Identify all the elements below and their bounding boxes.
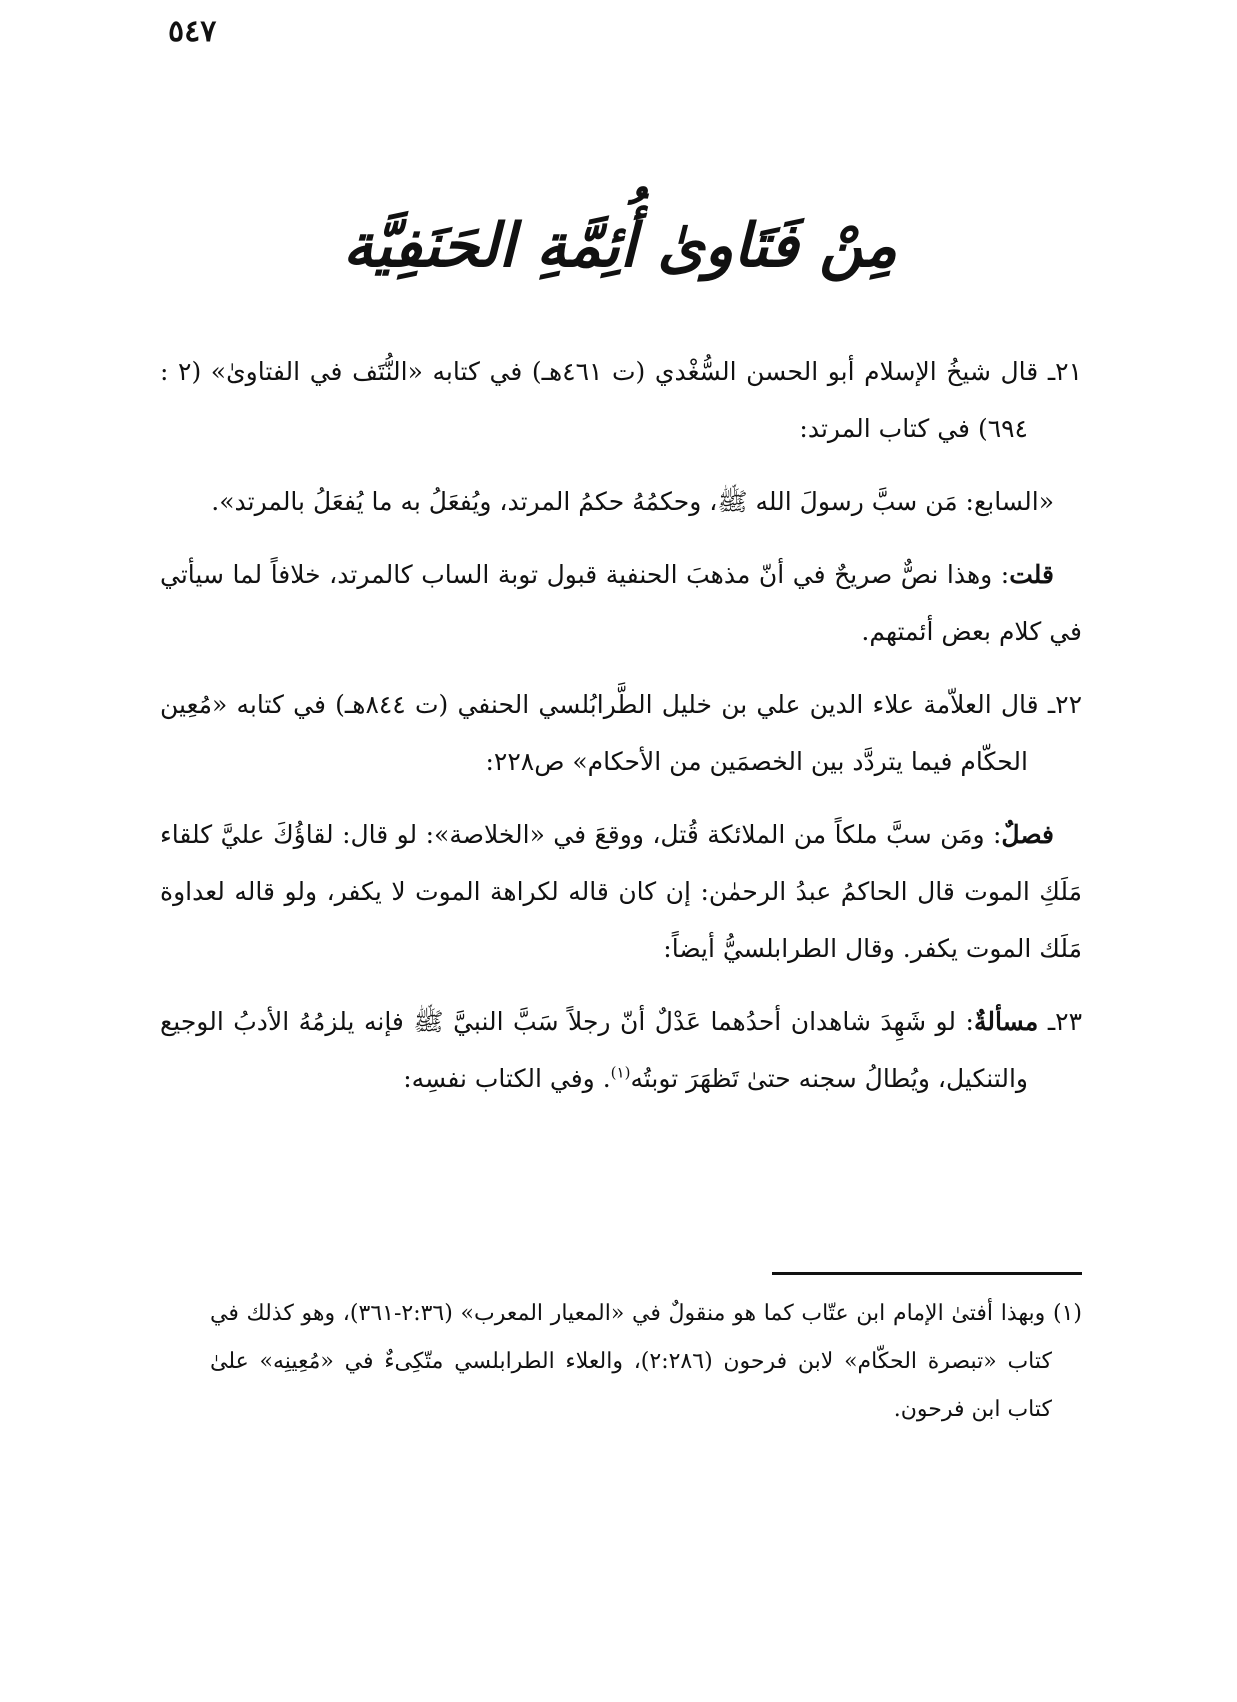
section-22-quote	[160, 806, 1082, 977]
section-21-text: قال شيخُ الإسلام أبو الحسن السُّغْدي (ت ٤٦١هـ) في كتابه «النُّتَف في الفتاوىٰ» (٢ : ٦٩٤) في كتاب المرتد:	[160, 357, 1039, 443]
footnote-ref[interactable]: (١)	[610, 1063, 631, 1082]
section-21-quote: «السابع: مَن سبَّ رسولَ الله ﷺ، وحكمُهُ حكمُ المرتد، ويُفعَلُ به ما يُفعَلُ بالمرتد».	[211, 487, 1054, 516]
section-23-text: : لو شَهِدَ شاهدان أحدُهما عَدْلٌ أنّ رجلاً سَبَّ النبيَّ ﷺ فإنه يلزمُهُ الأدبُ الوجيع والتنكيل، ويُطالُ سجنه حتىٰ تَظهَرَ توبتُه	[160, 1007, 1028, 1093]
quote-text: : ومَن سبَّ ملكاً من الملائكة قُتل، ووقعَ في «الخلاصة»: لو قال: لقاؤُكَ عليَّ كلقاء مَلَكِ الموت قال الحاكمُ عبدُ الرحمٰن: إن كان قاله لكراهة الموت لا يكفر، ولو قاله لعداوة مَلَك الموت يكفر. وقال الطرابلسيُّ أيضاً:	[160, 820, 1082, 963]
section-22-number: ٢٢ـ	[1047, 690, 1083, 719]
footnote-divider	[772, 1272, 1082, 1275]
section-23-lead: مسألةٌ	[973, 1007, 1039, 1036]
quote-lead: فصلٌ	[1001, 820, 1054, 849]
footnote-number: (١)	[1052, 1301, 1082, 1326]
footnote	[210, 1290, 1082, 1434]
section-22	[160, 676, 1082, 790]
section-22-text: قال العلاّمة علاء الدين علي بن خليل الطَّرابُلسي الحنفي (ت ٨٤٤هـ) في كتابه «مُعِين الحكّام فيما يتردَّد بين الخصمَين من الأحكام» ص٢٢٨:	[160, 690, 1039, 776]
section-21	[160, 343, 1082, 457]
footnote-text: وبهذا أفتىٰ الإمام ابن عتّاب كما هو منقولٌ في «المعيار المعرب» (٢:٣٦-٣٦١)، وهو كذلك في كتاب «تبصرة الحكّام» لابن فرحون (٢:٢٨٦)، والعلاء الطرابلسي متّكِىءٌ في «مُعِينِه» علىٰ كتاب ابن فرحون.	[210, 1301, 1052, 1422]
section-23-tail: . وفي الكتاب نفسِه:	[403, 1064, 611, 1093]
page-number: ٥٤٧	[168, 14, 217, 49]
chapter-title: مِنْ فَتَاوىٰ أُئِمَّةِ الحَنَفِيَّة	[342, 211, 898, 282]
footnotes	[210, 1290, 1082, 1434]
section-23	[160, 993, 1082, 1107]
section-21-number: ٢١ـ	[1047, 357, 1083, 386]
comment-text: : وهذا نصٌّ صريحٌ في أنّ مذهبَ الحنفية قبول توبة الساب كالمرتد، خلافاً لما سيأتي في كلام بعض أئمتهم.	[160, 560, 1082, 646]
section-21-comment	[160, 546, 1082, 660]
body-text	[160, 343, 1082, 1123]
section-23-number: ٢٣ـ	[1047, 1007, 1082, 1036]
comment-lead: قلت	[1009, 560, 1054, 589]
